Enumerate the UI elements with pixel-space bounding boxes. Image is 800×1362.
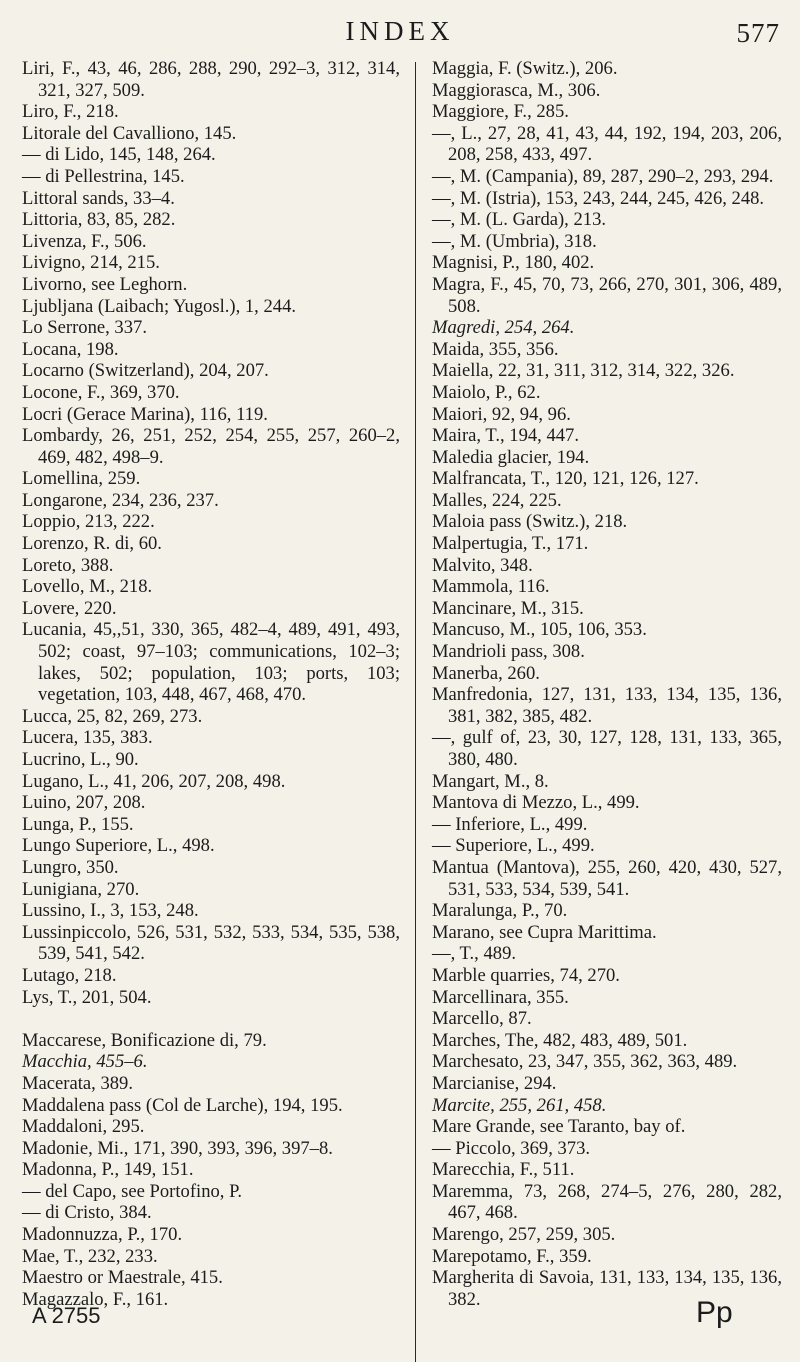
- index-entry: Lussinpiccolo, 526, 531, 532, 533, 534, 535, 538, 539, 541, 542.: [22, 921, 400, 965]
- index-entry: Lombardy, 26, 251, 252, 254, 255, 257, 260–2, 469, 482, 498–9.: [22, 425, 400, 468]
- index-entry: Marchesato, 23, 347, 355, 362, 363, 489.: [432, 1051, 738, 1073]
- index-entry: Maccarese, Bonificazione di, 79.: [22, 1029, 267, 1051]
- index-entry: — Inferiore, L., 499.: [432, 813, 588, 835]
- index-entry: Longarone, 234, 236, 237.: [22, 489, 219, 511]
- index-entry: Locri (Gerace Marina), 116, 119.: [22, 403, 268, 425]
- index-entry: Lussino, I., 3, 153, 248.: [22, 900, 199, 922]
- index-entry: Marcianise, 294.: [432, 1072, 557, 1094]
- index-entry: Lovello, M., 218.: [22, 576, 153, 598]
- index-entry: Lugano, L., 41, 206, 207, 208, 498.: [22, 770, 286, 792]
- index-entry: Mancuso, M., 105, 106, 353.: [432, 619, 647, 641]
- index-entry: Maestro or Maestrale, 415.: [22, 1267, 223, 1289]
- index-entry: Maiolo, P., 62.: [432, 381, 541, 403]
- page-title: INDEX: [345, 16, 455, 46]
- index-entry: Lomellina, 259.: [22, 468, 141, 490]
- index-entry: Manerba, 260.: [432, 662, 540, 684]
- index-entry: Lovere, 220.: [22, 597, 117, 619]
- index-entry: Maledia glacier, 194.: [432, 446, 590, 468]
- index-entry: Livorno, see Leghorn.: [22, 273, 188, 295]
- index-entry: Madonnuzza, P., 170.: [22, 1224, 183, 1246]
- index-entry: Ljubljana (Laibach; Yugosl.), 1, 244.: [22, 295, 297, 317]
- index-entry: Loppio, 213, 222.: [22, 511, 155, 533]
- index-entry: Magazzalo, F., 161.: [22, 1288, 169, 1310]
- index-entry: Maira, T., 194, 447.: [432, 425, 580, 447]
- index-entry: Litorale del Cavalliono, 145.: [22, 122, 237, 144]
- index-entry: Maiella, 22, 31, 311, 312, 314, 322, 326.: [432, 360, 735, 382]
- index-entry: Maggiore, F., 285.: [432, 101, 569, 123]
- index-entry: Liro, F., 218.: [22, 101, 119, 123]
- index-entry: Manfredonia, 127, 131, 133, 134, 135, 136, 381, 382, 385, 482.: [432, 684, 782, 727]
- index-entry: Lunga, P., 155.: [22, 813, 134, 835]
- index-entry: Lunigiana, 270.: [22, 878, 140, 900]
- index-entry: Littoria, 83, 85, 282.: [22, 209, 176, 231]
- index-entry: Locana, 198.: [22, 338, 119, 360]
- index-entry: Malfrancata, T., 120, 121, 126, 127.: [432, 468, 699, 490]
- index-entry: Maggiorasca, M., 306.: [432, 79, 601, 101]
- index-entry: — di Cristo, 384.: [22, 1202, 152, 1224]
- index-entry: Liri, F., 43, 46, 286, 288, 290, 292–3, 312, 314, 321, 327, 509.: [22, 58, 400, 101]
- index-entry: Locone, F., 369, 370.: [22, 381, 180, 403]
- index-entry: Malpertugia, T., 171.: [432, 533, 589, 555]
- index-entry: — Piccolo, 369, 373.: [432, 1137, 591, 1159]
- index-entry: Mantova di Mezzo, L., 499.: [432, 792, 640, 814]
- index-column-right: [432, 58, 782, 1310]
- index-entry: —, L., 27, 28, 41, 43, 44, 192, 194, 203, 206, 208, 258, 433, 497.: [432, 122, 782, 166]
- footer-code: A 2755: [32, 1303, 101, 1328]
- index-entry: Madonie, Mi., 171, 390, 393, 396, 397–8.: [22, 1137, 333, 1159]
- index-entry: Lungro, 350.: [22, 856, 119, 878]
- index-entry: Luino, 207, 208.: [22, 792, 146, 814]
- index-entry: Maddalena pass (Col de Larche), 194, 195.: [22, 1094, 343, 1116]
- page-header: [0, 12, 800, 52]
- index-entry: Lys, T., 201, 504.: [22, 986, 152, 1008]
- index-entry: Maddaloni, 295.: [22, 1116, 145, 1138]
- index-entry: Marengo, 257, 259, 305.: [432, 1224, 616, 1246]
- index-entry: Livenza, F., 506.: [22, 230, 147, 252]
- index-entry: Lungo Superiore, L., 498.: [22, 835, 215, 857]
- index-entry: Mare Grande, see Taranto, bay of.: [432, 1116, 686, 1138]
- index-entry: Madonna, P., 149, 151.: [22, 1159, 194, 1181]
- index-entry: Loreto, 388.: [22, 554, 114, 576]
- index-entry: Maloia pass (Switz.), 218.: [432, 511, 628, 533]
- index-entry: Maralunga, P., 70.: [432, 900, 568, 922]
- index-entry: —, M. (L. Garda), 213.: [432, 209, 607, 231]
- index-entry: Malles, 224, 225.: [432, 489, 562, 511]
- column-divider: [415, 62, 416, 1362]
- index-entry: Marecchia, F., 511.: [432, 1159, 575, 1181]
- index-entry: Maiori, 92, 94, 96.: [432, 403, 571, 425]
- index-entry: Macerata, 389.: [22, 1072, 133, 1094]
- index-entry: Magnisi, P., 180, 402.: [432, 252, 595, 274]
- index-entry: Mancinare, M., 315.: [432, 597, 584, 619]
- index-entry: — del Capo, see Portofino, P.: [22, 1180, 243, 1202]
- index-entry: Mae, T., 232, 233.: [22, 1245, 158, 1267]
- index-entry: Malvito, 348.: [432, 554, 533, 576]
- index-entry: Lorenzo, R. di, 60.: [22, 533, 162, 555]
- index-entry: — di Lido, 145, 148, 264.: [22, 144, 216, 166]
- index-entry: Maggia, F. (Switz.), 206.: [432, 58, 618, 79]
- index-entry: Marcellinara, 355.: [432, 986, 569, 1008]
- index-entry: Marble quarries, 74, 270.: [432, 964, 620, 986]
- index-entry: —, T., 489.: [432, 943, 517, 965]
- index-entry: Mangart, M., 8.: [432, 770, 549, 792]
- index-entry: Marches, The, 482, 483, 489, 501.: [432, 1029, 688, 1051]
- index-entry: Locarno (Switzerland), 204, 207.: [22, 360, 269, 382]
- index-entry: Lucera, 135, 383.: [22, 727, 153, 749]
- page-number: 577: [736, 18, 780, 48]
- index-entry: Lucca, 25, 82, 269, 273.: [22, 705, 203, 727]
- index-entry: Mandrioli pass, 308.: [432, 641, 585, 663]
- index-entry: Littoral sands, 33–4.: [22, 187, 175, 209]
- index-entry: Macchia, 455–6.: [22, 1051, 148, 1073]
- index-entry: Marcite, 255, 261, 458.: [432, 1094, 607, 1116]
- index-entry: —, M. (Umbria), 318.: [432, 230, 597, 252]
- index-entry: —, M. (Istria), 153, 243, 244, 245, 426, 248.: [432, 187, 765, 209]
- index-entry: Magra, F., 45, 70, 73, 266, 270, 301, 306, 489, 508.: [432, 273, 782, 317]
- index-entry: Margherita di Savoia, 131, 133, 134, 135, 136, 382.: [432, 1267, 782, 1310]
- signature-mark: Pp: [696, 1296, 733, 1329]
- index-entry: Maremma, 73, 268, 274–5, 276, 280, 282, 467, 468.: [432, 1180, 782, 1224]
- index-entry: — di Pellestrina, 145.: [22, 165, 185, 187]
- index-entry: Magredi, 254, 264.: [432, 317, 575, 339]
- index-entry: Lutago, 218.: [22, 964, 117, 986]
- index-entry: Lucrino, L., 90.: [22, 749, 139, 770]
- index-entry: Maida, 355, 356.: [432, 338, 559, 360]
- index-entry: Lo Serrone, 337.: [22, 317, 147, 339]
- index-entry: Marano, see Cupra Marittima.: [432, 921, 657, 943]
- index-entry: Lucania, 45,,51, 330, 365, 482–4, 489, 491, 493, 502; coast, 97–103; communications, 102–3; lakes, 502; population, 103; ports, 103; vegetation, 103, 448, 467, 468, 470.: [22, 619, 400, 706]
- index-entry: — Superiore, L., 499.: [432, 835, 595, 857]
- index-entry: Marcello, 87.: [432, 1008, 532, 1030]
- index-entry: Mammola, 116.: [432, 576, 550, 598]
- index-entry: —, M. (Campania), 89, 287, 290–2, 293, 294.: [432, 165, 774, 187]
- index-entry: Livigno, 214, 215.: [22, 252, 160, 274]
- index-entry: Marepotamo, F., 359.: [432, 1245, 592, 1267]
- index-entry: Mantua (Mantova), 255, 260, 420, 430, 527, 531, 533, 534, 539, 541.: [432, 856, 782, 900]
- index-column-left: [22, 58, 400, 1310]
- index-entry: —, gulf of, 23, 30, 127, 128, 131, 133, 365, 380, 480.: [432, 727, 782, 770]
